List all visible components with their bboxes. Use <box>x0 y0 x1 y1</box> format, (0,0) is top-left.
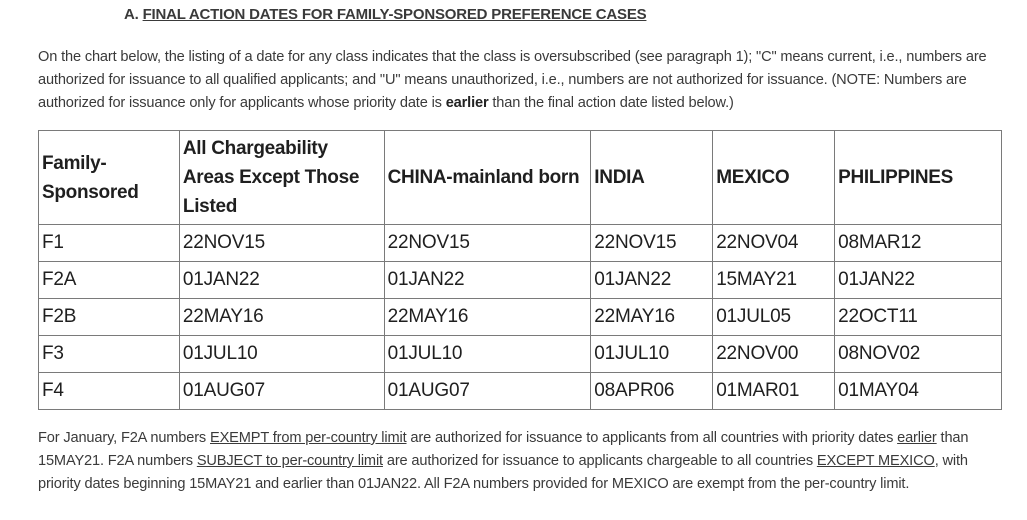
cell-date: 01JAN22 <box>591 262 713 299</box>
footer-text-2: are authorized for issuance to applicants from all countries with priority dates <box>406 430 898 446</box>
footer-underline-earlier: earlier <box>897 430 937 446</box>
cell-category: F2B <box>39 299 180 336</box>
table-row <box>39 225 1002 262</box>
table-row <box>39 373 1002 410</box>
footer-underline-subject: SUBJECT to per-country limit <box>196 453 383 469</box>
heading-prefix: A. <box>124 6 143 23</box>
cell-date: 01AUG07 <box>384 373 591 410</box>
header-india: INDIA <box>591 131 713 225</box>
cell-date: 15MAY21 <box>713 262 835 299</box>
header-family-sponsored: Family-Sponsored <box>39 131 180 225</box>
intro-text-2: than the final action date listed below.) <box>488 95 734 111</box>
footer-paragraph <box>38 427 998 496</box>
cell-date: 01MAR01 <box>713 373 835 410</box>
cell-date: 01JAN22 <box>384 262 591 299</box>
cell-date: 08APR06 <box>591 373 713 410</box>
cell-date: 01JAN22 <box>179 262 384 299</box>
cell-date: 01JUL10 <box>179 336 384 373</box>
cell-date: 22MAY16 <box>384 299 591 336</box>
cell-date: 01AUG07 <box>179 373 384 410</box>
intro-paragraph <box>38 46 998 115</box>
header-all-chargeability: All Chargeability Areas Except Those Listed <box>179 131 384 225</box>
cell-date: 01JUL10 <box>384 336 591 373</box>
table-header-row <box>39 131 1002 225</box>
cell-date: 22NOV00 <box>713 336 835 373</box>
cell-date: 22NOV15 <box>591 225 713 262</box>
header-china: CHINA-mainland born <box>384 131 591 225</box>
header-mexico: MEXICO <box>713 131 835 225</box>
footer-text-3: than 15MAY21. F2A numbers <box>38 430 969 469</box>
cell-date: 01MAY04 <box>835 373 1002 410</box>
cell-date: 22NOV04 <box>713 225 835 262</box>
final-action-dates-table <box>38 130 1002 410</box>
heading-title: FINAL ACTION DATES FOR FAMILY-SPONSORED PREFERENCE CASES <box>142 6 647 23</box>
cell-category: F2A <box>39 262 180 299</box>
cell-date: 08NOV02 <box>835 336 1002 373</box>
cell-date: 22MAY16 <box>179 299 384 336</box>
cell-date: 22MAY16 <box>591 299 713 336</box>
cell-date: 01JAN22 <box>835 262 1002 299</box>
cell-date: 01JUL10 <box>591 336 713 373</box>
cell-date: 08MAR12 <box>835 225 1002 262</box>
cell-category: F4 <box>39 373 180 410</box>
intro-text-1: On the chart below, the listing of a date for any class indicates that the class is oversubscribed (see paragraph 1); "C" means current, i.e., numbers are authorized for issuance to all qualified applicants; and "U" means unauthorized, i.e., numbers are not authorized for issuance. (NOTE: Numbers are authorized for issuance only for applicants whose priority date is <box>38 49 987 111</box>
footer-text-1: For January, F2A numbers <box>38 430 210 446</box>
cell-category: F3 <box>39 336 180 373</box>
footer-underline-exempt: EXEMPT from per-country limit <box>210 430 407 446</box>
intro-bold-word: earlier <box>445 95 489 111</box>
section-heading <box>124 6 646 23</box>
cell-date: 22NOV15 <box>384 225 591 262</box>
table-row <box>39 262 1002 299</box>
cell-category: F1 <box>39 225 180 262</box>
header-philippines: PHILIPPINES <box>835 131 1002 225</box>
footer-text-4: are authorized for issuance to applicants chargeable to all countries <box>382 453 817 469</box>
table-row <box>39 336 1002 373</box>
footer-underline-except-mexico: EXCEPT MEXICO <box>816 453 935 469</box>
cell-date: 22OCT11 <box>835 299 1002 336</box>
cell-date: 01JUL05 <box>713 299 835 336</box>
cell-date: 22NOV15 <box>179 225 384 262</box>
table-row <box>39 299 1002 336</box>
footer-text-5: , with priority dates beginning 15MAY21 and earlier than 01JAN22. All F2A numbers provided for MEXICO are exempt from the per-country limit. <box>38 453 968 492</box>
